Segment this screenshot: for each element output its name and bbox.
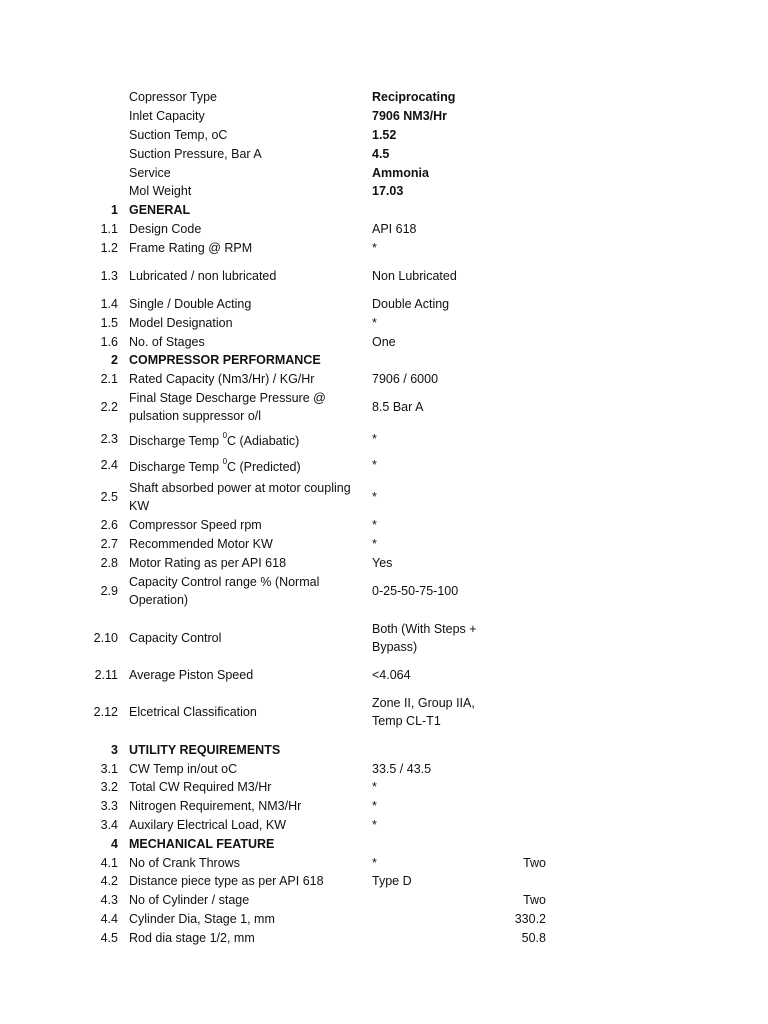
- section-title: GENERAL: [129, 203, 191, 218]
- row-label: Lubricated / non lubricated: [129, 268, 277, 283]
- table-row: [0, 534, 768, 553]
- table-row: [0, 238, 768, 257]
- label-text: Discharge Temp: [129, 459, 223, 474]
- row-number: 1.2: [100, 240, 118, 255]
- row-number: 4.4: [100, 911, 118, 926]
- table-row: [0, 891, 768, 910]
- row-number: 4.2: [100, 874, 118, 889]
- label-text: C (Adiabatic): [227, 433, 300, 448]
- row-value: Non Lubricated: [372, 268, 457, 283]
- row-label: Inlet Capacity: [129, 109, 205, 124]
- row-number: 1.6: [100, 334, 118, 349]
- header-row: [0, 107, 768, 126]
- section-number: 3: [111, 742, 118, 757]
- row-value: 1.52: [372, 127, 397, 142]
- table-row: [0, 478, 768, 516]
- section-number: 1: [111, 203, 118, 218]
- section-title: COMPRESSOR PERFORMANCE: [129, 353, 321, 368]
- row-label: Design Code: [129, 221, 202, 236]
- row-label: Auxilary Electrical Load, KW: [129, 817, 287, 832]
- table-row: [0, 295, 768, 314]
- section-heading: [0, 201, 768, 220]
- row-label: Motor Rating as per API 618: [129, 555, 287, 570]
- row-value: 7906 NM3/Hr: [372, 109, 448, 124]
- row-label: Capacity Control range % (Normal Operation): [129, 574, 320, 607]
- row-label: Final Stage Descharge Pressure @ pulsation suppressor o/l: [129, 391, 326, 424]
- row-value: *: [372, 240, 377, 255]
- row-label: Single / Double Acting: [129, 297, 252, 312]
- table-row: [0, 928, 768, 947]
- table-row: [0, 684, 768, 740]
- row-value: *: [372, 518, 377, 533]
- section-heading: [0, 834, 768, 853]
- row-number: 2.12: [93, 705, 118, 720]
- table-row: [0, 426, 768, 452]
- row-number: 2.8: [100, 555, 118, 570]
- row-label: Suction Pressure, Bar A: [129, 146, 262, 161]
- row-label: Recommended Motor KW: [129, 536, 273, 551]
- section-number: 4: [111, 836, 118, 851]
- table-row: [0, 759, 768, 778]
- row-label: Frame Rating @ RPM: [129, 240, 253, 255]
- row-value: *: [372, 315, 377, 330]
- header-row: [0, 182, 768, 201]
- table-row: [0, 370, 768, 389]
- row-value: Double Acting: [372, 297, 450, 312]
- row-value: Zone II, Group IIA, Temp CL-T1: [372, 696, 475, 729]
- row-label: Capacity Control: [129, 630, 222, 645]
- row-number: 2.6: [100, 518, 118, 533]
- row-number: 2.1: [100, 372, 118, 387]
- row-number: 1.5: [100, 315, 118, 330]
- table-row: [0, 313, 768, 332]
- header-row: [0, 88, 768, 107]
- section-title: MECHANICAL FEATURE: [129, 836, 275, 851]
- row-value: *: [372, 817, 377, 832]
- row-number: 4.3: [100, 893, 118, 908]
- row-number: 3.2: [100, 780, 118, 795]
- row-label: No. of Stages: [129, 334, 205, 349]
- row-value: Both (With Steps + Bypass): [372, 621, 477, 654]
- table-row: [0, 610, 768, 666]
- table-row: [0, 452, 768, 478]
- row-value: *: [372, 799, 377, 814]
- table-row: [0, 778, 768, 797]
- table-row: [0, 220, 768, 239]
- row-number: 4.5: [100, 930, 118, 945]
- row-value: Type D: [372, 874, 412, 889]
- row-value: *: [372, 780, 377, 795]
- row-label: Compressor Speed rpm: [129, 518, 262, 533]
- table-row: [0, 797, 768, 816]
- row-value: 4.5: [372, 146, 390, 161]
- row-label: No of Crank Throws: [129, 855, 240, 870]
- row-label: Suction Temp, oC: [129, 127, 228, 142]
- section-heading: [0, 351, 768, 370]
- row-label: [129, 426, 359, 452]
- table-row: [0, 332, 768, 351]
- label-text: Discharge Temp: [129, 433, 223, 448]
- section-title: UTILITY REQUIREMENTS: [129, 742, 281, 757]
- row-label: [129, 452, 359, 478]
- row-number: 2.3: [100, 432, 118, 447]
- row-extra-value: 330.2: [514, 911, 546, 926]
- row-label: No of Cylinder / stage: [129, 893, 250, 908]
- row-value: 33.5 / 43.5: [372, 761, 432, 776]
- table-row: [0, 389, 768, 427]
- row-label: Service: [129, 165, 171, 180]
- row-value: Reciprocating: [372, 90, 456, 105]
- table-row: [0, 572, 768, 610]
- header-row: [0, 163, 768, 182]
- row-label: Cylinder Dia, Stage 1, mm: [129, 911, 275, 926]
- degree-superscript: 0: [222, 430, 228, 440]
- row-label: CW Temp in/out oC: [129, 761, 238, 776]
- row-label: Total CW Required M3/Hr: [129, 780, 272, 795]
- section-number: 2: [111, 353, 118, 368]
- row-number: 3.1: [100, 761, 118, 776]
- row-label: Model Designation: [129, 315, 233, 330]
- row-value: *: [372, 855, 377, 870]
- row-label: Rated Capacity (Nm3/Hr) / KG/Hr: [129, 372, 315, 387]
- row-extra-value: 50.8: [521, 930, 546, 945]
- table-row: [0, 553, 768, 572]
- row-value: 8.5 Bar A: [372, 400, 424, 415]
- row-label: Elcetrical Classification: [129, 705, 257, 720]
- row-number: 2.4: [100, 458, 118, 473]
- table-row: [0, 872, 768, 891]
- row-label: Nitrogen Requirement, NM3/Hr: [129, 799, 302, 814]
- row-value: One: [372, 334, 396, 349]
- row-number: 2.5: [100, 489, 118, 504]
- row-number: 2.7: [100, 536, 118, 551]
- header-row: [0, 144, 768, 163]
- row-number: 2.11: [94, 667, 118, 682]
- row-number: 2.10: [93, 630, 118, 645]
- table-row: [0, 666, 768, 685]
- section-heading: [0, 740, 768, 759]
- row-number: 1.3: [100, 268, 118, 283]
- row-value: 7906 / 6000: [372, 372, 439, 387]
- header-row: [0, 126, 768, 145]
- row-value: *: [372, 432, 377, 447]
- row-value: *: [372, 489, 377, 504]
- row-number: 3.4: [100, 817, 118, 832]
- row-label: Rod dia stage 1/2, mm: [129, 930, 255, 945]
- row-value: <4.064: [372, 667, 411, 682]
- row-label: Copressor Type: [129, 90, 218, 105]
- table-row: [0, 853, 768, 872]
- degree-superscript: 0: [222, 456, 228, 466]
- row-label: Shaft absorbed power at motor coupling KW: [129, 480, 351, 513]
- table-row: [0, 910, 768, 929]
- row-extra-value: Two: [523, 893, 546, 908]
- row-number: 3.3: [100, 799, 118, 814]
- table-row: [0, 816, 768, 835]
- row-value: API 618: [372, 221, 417, 236]
- row-value: 0-25-50-75-100: [372, 583, 459, 598]
- table-row: [0, 257, 768, 295]
- datasheet-table: [0, 88, 768, 947]
- row-number: 1.1: [100, 221, 118, 236]
- row-value: *: [372, 458, 377, 473]
- row-extra-value: Two: [523, 855, 546, 870]
- row-number: 4.1: [100, 855, 118, 870]
- row-value: 17.03: [372, 184, 404, 199]
- label-text: C (Predicted): [227, 459, 301, 474]
- row-label: Distance piece type as per API 618: [129, 874, 324, 889]
- row-value: Yes: [372, 555, 393, 570]
- row-number: 2.2: [100, 400, 118, 415]
- table-row: [0, 516, 768, 535]
- row-number: 2.9: [100, 583, 118, 598]
- row-value: *: [372, 536, 377, 551]
- row-label: Average Piston Speed: [129, 667, 254, 682]
- row-value: Ammonia: [372, 165, 429, 180]
- row-label: Mol Weight: [129, 184, 192, 199]
- row-number: 1.4: [100, 297, 118, 312]
